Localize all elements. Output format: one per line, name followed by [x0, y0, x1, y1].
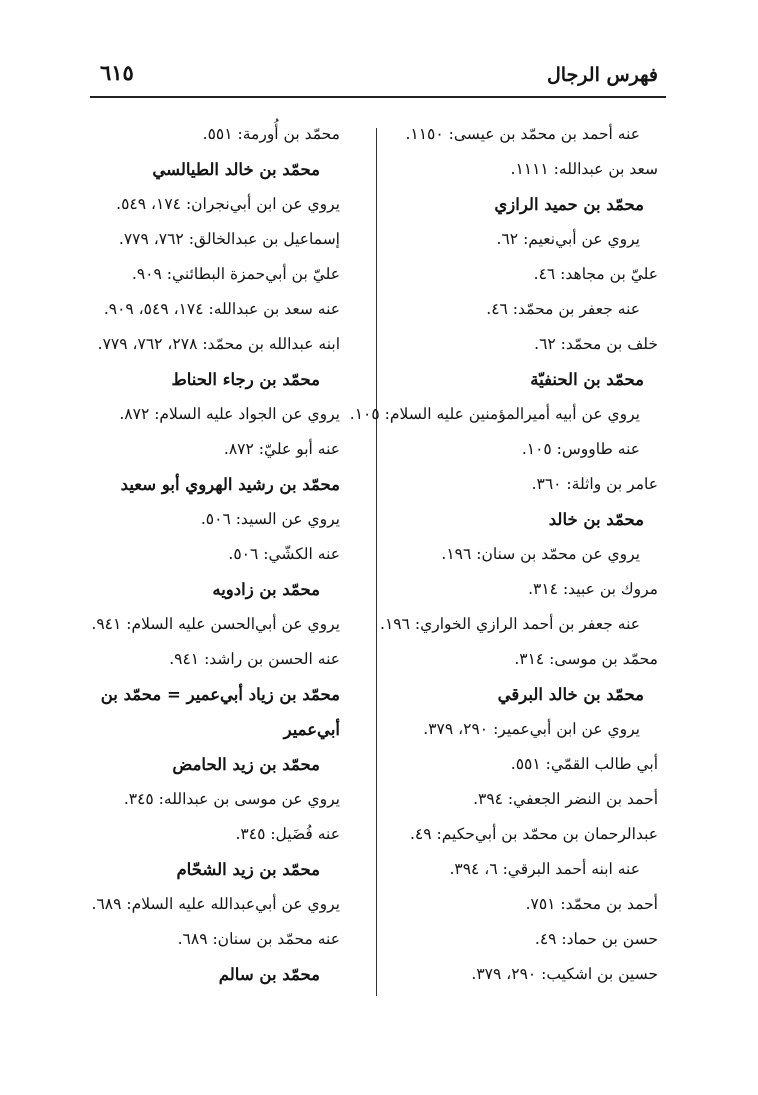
index-heading: محمّد بن الحنفيّة [530, 370, 644, 389]
index-entry: سعد بن عبدالله: ١١١١. [510, 160, 658, 178]
page-number: ٦١٥ [100, 60, 134, 85]
index-entry: عنه سعد بن عبدالله: ١٧٤، ٥٤٩، ٩٠٩. [103, 300, 340, 318]
index-entry: حسين بن اشكيب: ٢٩٠، ٣٧٩. [471, 965, 658, 983]
index-entry: يروي عن موسى بن عبدالله: ٣٤٥. [123, 790, 340, 808]
index-entry: عنه الحسن بن راشد: ٩٤١. [169, 650, 340, 668]
index-heading: محمّد بن خالد الطيالسي [152, 160, 320, 179]
index-entry: عبدالرحمان بن محمّد بن أبي‌حكيم: ٤٩. [409, 825, 658, 843]
index-entry: عليّ بن أبي‌حمزة البطائني: ٩٠٩. [131, 265, 340, 283]
index-heading: أبي‌عمير [283, 720, 340, 739]
index-entry: عنه محمّد بن سنان: ٦٨٩. [177, 930, 340, 948]
index-entry: مروك بن عبيد: ٣١٤. [528, 580, 658, 598]
index-heading: محمّد بن زياد أبي‌عمير = محمّد بن [100, 685, 340, 704]
index-heading: محمّد بن رجاء الحناط [171, 370, 320, 389]
index-entry: يروي عن أبي‌نعيم: ٦٢. [496, 230, 640, 248]
index-entry: محمّد بن موسى: ٣١٤. [514, 650, 658, 668]
index-entry: يروي عن محمّد بن سنان: ١٩٦. [441, 545, 640, 563]
index-entry: عنه جعفر بن أحمد الرازي الخواري: ١٩٦. [380, 615, 640, 633]
index-entry: يروي عن أبيه أميرالمؤمنين عليه السلام: ١٠٥. [349, 405, 640, 423]
index-entry: يروي عن الجواد عليه السلام: ٨٧٢. [119, 405, 340, 423]
index-entry: أحمد بن النضر الجعفي: ٣٩٤. [473, 790, 658, 808]
running-header-title: فهرس الرجال [546, 64, 658, 86]
index-heading: محمّد بن خالد البرقي [497, 685, 644, 704]
index-heading: محمّد بن رشيد الهروي أبو سعيد [120, 475, 340, 494]
index-heading: محمّد بن خالد [548, 510, 644, 529]
index-entry: عنه الكشّي: ٥٠٦. [228, 545, 340, 563]
index-entry: عنه ابنه أحمد البرقي: ٦، ٣٩٤. [449, 860, 640, 878]
right-column [349, 117, 658, 992]
index-entry: ابنه عبدالله بن محمّد: ٢٧٨، ٧٦٢، ٧٧٩. [97, 335, 340, 353]
index-entry: يروي عن أبي‌عبدالله عليه السلام: ٦٨٩. [91, 895, 340, 913]
index-entry: يروي عن أبي‌الحسن عليه السلام: ٩٤١. [91, 615, 340, 633]
index-heading: محمّد بن حميد الرازي [494, 195, 644, 214]
index-entry: عنه جعفر بن محمّد: ٤٦. [486, 300, 640, 318]
index-entry: عليّ بن مجاهد: ٤٦. [533, 265, 658, 283]
header-rule [90, 96, 666, 98]
index-entry: يروي عن ابن أبي‌نجران: ١٧٤، ٥٤٩. [116, 195, 340, 213]
index-entry: يروي عن السيد: ٥٠٦. [200, 510, 340, 528]
left-column [50, 117, 340, 992]
index-entry: عنه أحمد بن محمّد بن عيسى: ١١٥٠. [405, 125, 640, 143]
index-entry: أبي طالب القمّي: ٥٥١. [510, 755, 658, 773]
index-entry: عنه فُضَيل: ٣٤٥. [235, 825, 340, 843]
index-entry: خلف بن محمّد: ٦٢. [534, 335, 658, 353]
index-entry: عامر بن واثلة: ٣٦٠. [531, 475, 658, 493]
index-entry: أحمد بن محمّد: ٧٥١. [525, 895, 658, 913]
index-entry: إسماعيل بن عبدالخالق: ٧٦٢، ٧٧٩. [118, 230, 340, 248]
index-heading: محمّد بن سالم [218, 965, 320, 984]
index-entry: محمّد بن أُورمة: ٥٥١. [202, 125, 340, 143]
index-heading: محمّد بن زيد الحامض [172, 755, 320, 774]
index-heading: محمّد بن زيد الشحّام [176, 860, 320, 879]
index-entry: عنه أبو عليّ: ٨٧٢. [223, 440, 340, 458]
column-divider [376, 128, 377, 996]
index-heading: محمّد بن زادويه [212, 580, 320, 599]
index-entry: حسن بن حماد: ٤٩. [534, 930, 658, 948]
index-entry: عنه طاووس: ١٠٥. [521, 440, 640, 458]
index-entry: يروي عن ابن أبي‌عمير: ٢٩٠، ٣٧٩. [423, 720, 640, 738]
